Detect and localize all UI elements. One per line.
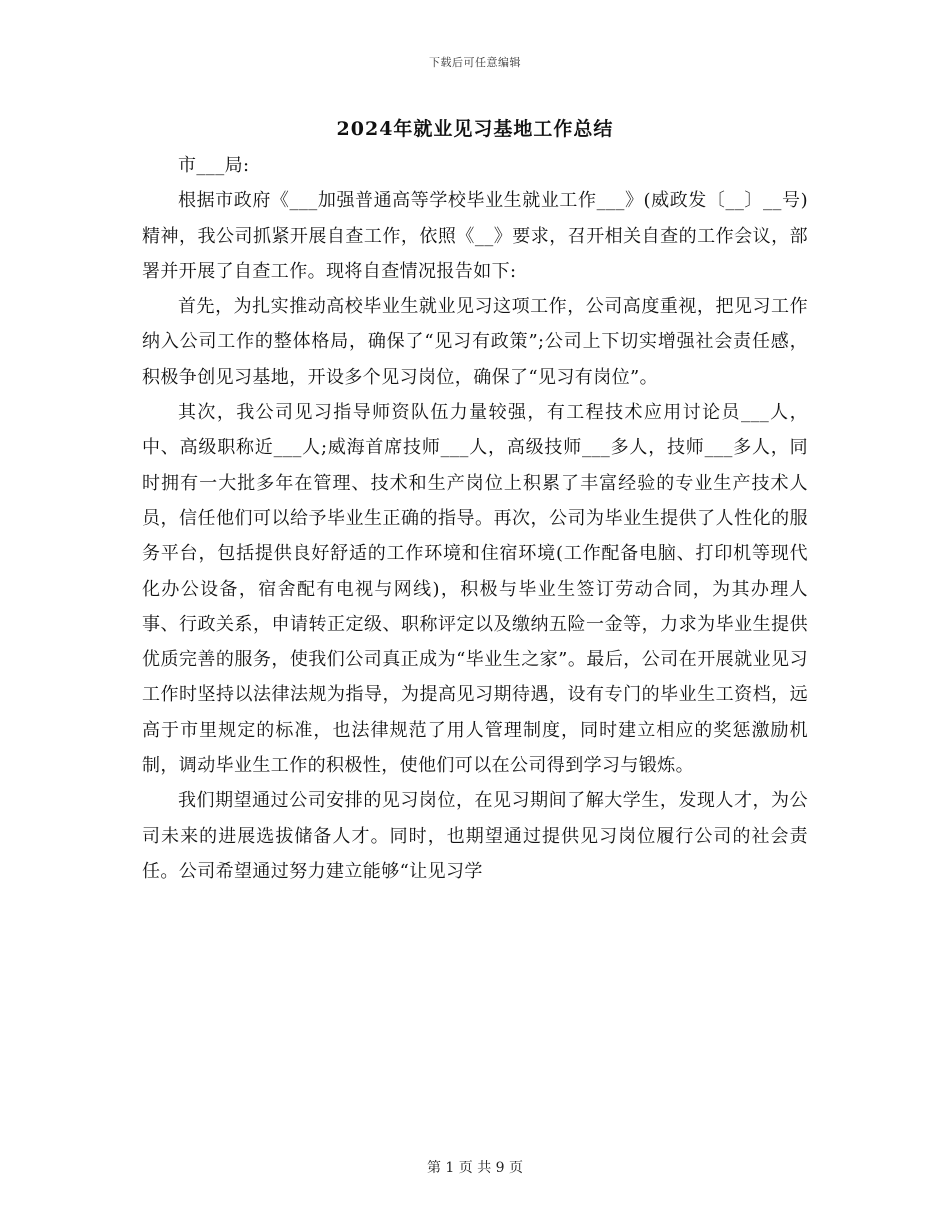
paragraph: 首先，为扎实推动高校毕业生就业见习这项工作，公司高度重视，把见习工作纳入公司工作的整体格局，确保了“见习有政策”;公司上下切实增强社会责任感，积极争创见习基地，开设多个见习岗位，确保了“见习有岗位”。 <box>142 296 808 388</box>
paragraph: 其次，我公司见习指导师资队伍力量较强，有工程技术应用讨论员___人，中、高级职称近___人;威海首席技师___人，高级技师___多人，技师___多人，同时拥有一大批多年在管理、技术和生产岗位上积累了丰富经验的专业生产技术人员，信任他们可以给予毕业生正确的指导。再次，公司为毕业生提供了人性化的服务平台，包括提供良好舒适的工作环境和住宿环境(工作配备电脑、打印机等现代化办公设备，宿舍配有电视与网线)，积极与毕业生签订劳动合同，为其办理人事、行政关系，申请转正定级、职称评定以及缴纳五险一金等，力求为毕业生提供优质完善的服务，使我们公司真正成为“毕业生之家”。最后，公司在开展就业见习工作时坚持以法律法规为指导，为提高见习期待遇，设有专门的毕业生工资档，远高于市里规定的标准，也法律规范了用人管理制度，同时建立相应的奖惩激励机制，调动毕业生工作的积极性，使他们可以在公司得到学习与锻炼。 <box>142 402 808 777</box>
paragraph: 我们期望通过公司安排的见习岗位，在见习期间了解大学生，发现人才，为公司未来的进展选拔储备人才。同时，也期望通过提供见习岗位履行公司的社会责任。公司希望通过努力建立能够“让见习学 <box>142 790 808 882</box>
document-body <box>142 148 808 889</box>
paragraph: 根据市政府《___加强普通高等学校毕业生就业工作___》(威政发〔__〕__号)精神，我公司抓紧开展自查工作，依照《__》要求，召开相关自查的工作会议，部署并开展了自查工作。现将自查情况报告如下: <box>142 190 808 282</box>
header-note: 下载后可任意编辑 <box>429 56 521 69</box>
document-title: 2024年就业见习基地工作总结 <box>336 118 614 140</box>
page-number: 第 1 页 共 9 页 <box>426 1160 524 1176</box>
salutation: 市___局: <box>178 155 250 176</box>
